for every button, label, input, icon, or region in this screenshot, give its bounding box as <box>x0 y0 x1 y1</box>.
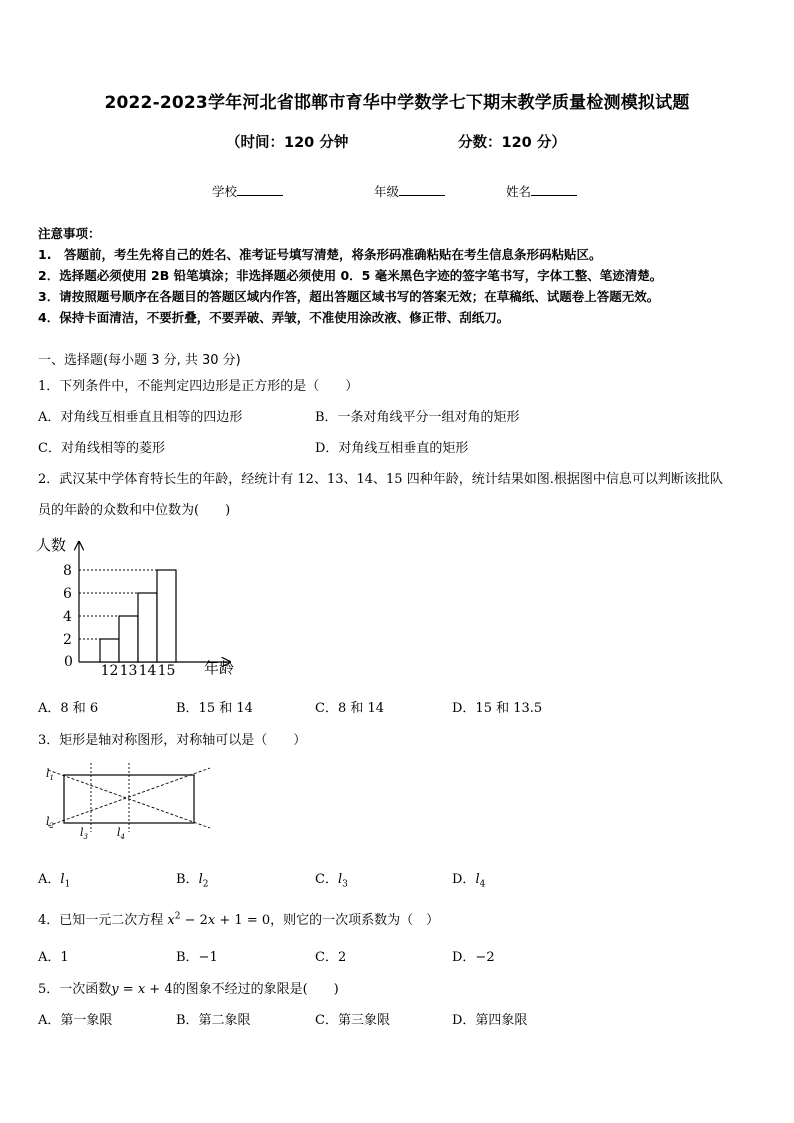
label-l3: $l_3$ <box>80 826 88 841</box>
exam-title: 2022-2023学年河北省邯郸市育华中学数学七下期末教学质量检测模拟试题 <box>104 93 690 113</box>
q5-option-a[interactable]: A．第一象限 <box>38 1013 113 1028</box>
label-l4: $l_4$ <box>117 826 125 841</box>
note-item: 3．请按照题号顺序在各题目的答题区域内作答，超出答题区域书写的答案无效；在草稿纸、试题卷上答题无效。 <box>38 289 660 304</box>
grade-label: 年级 <box>374 184 400 199</box>
note-item: 2．选择题必须使用 2B 铅笔填涂；非选择题必须使用 0．5 毫米黑色字迹的签字笔书写，字体工整、笔迹清楚。 <box>38 268 663 283</box>
q2-stem-line1: 2．武汉某中学体育特长生的年龄，经统计有 12、13、14、15 四种年龄，统计结果如图.根据图中信息可以判断该批队 <box>38 472 723 487</box>
bar-13 <box>119 616 138 662</box>
q2-stem-line2: 员的年龄的众数和中位数为( ) <box>38 503 231 518</box>
q1-option-d[interactable]: D．对角线互相垂直的矩形 <box>315 441 469 456</box>
school-field <box>212 182 283 200</box>
x-tick-labels <box>101 663 176 675</box>
y-tick-labels <box>63 563 72 648</box>
q2-option-c[interactable]: C．8 和 14 <box>315 701 385 716</box>
q1-option-c[interactable]: C．对角线相等的菱形 <box>38 441 165 456</box>
q2-option-b[interactable]: B．15 和 14 <box>176 701 253 716</box>
q4-option-a[interactable]: A．1 <box>38 950 69 965</box>
q4-option-d[interactable]: D．−2 <box>452 950 495 965</box>
x-tick-label: 13 <box>119 663 138 675</box>
q3-option-c[interactable]: C．$l_3$ <box>315 872 348 890</box>
label-l1: $l_1$ <box>46 767 54 782</box>
y-axis-label: 人数 <box>36 536 67 554</box>
q5-stem: 5．一次函数y = x + 4的图象不经过的象限是( ) <box>38 982 339 997</box>
q5-option-d[interactable]: D．第四象限 <box>452 1013 528 1028</box>
note-item: 1. 答题前，考生先将自己的姓名、准考证号填写清楚，将条形码准确粘贴在考生信息条形码粘贴区。 <box>38 247 602 262</box>
q1-option-a[interactable]: A．对角线互相垂直且相等的四边形 <box>38 410 243 425</box>
grade-field <box>374 182 445 200</box>
label-l2: $l_2$ <box>46 815 54 830</box>
y-tick-label: 2 <box>63 632 72 648</box>
origin-label: 0 <box>64 654 73 670</box>
name-field <box>506 182 577 200</box>
q4-option-b[interactable]: B．−1 <box>176 950 218 965</box>
q3-option-d[interactable]: D．$l_4$ <box>452 872 486 890</box>
section-heading: 一、选择题(每小题 3 分, 共 30 分) <box>38 353 241 368</box>
score-info: 分数：120 分） <box>458 135 566 151</box>
age-bar-chart <box>30 530 250 675</box>
bar-12 <box>100 639 119 662</box>
q4-option-c[interactable]: C．2 <box>315 950 347 965</box>
rectangle-figure <box>38 758 218 844</box>
x-axis-label: 年龄 <box>204 659 235 675</box>
x-tick-label: 15 <box>157 663 176 675</box>
school-label: 学校 <box>212 184 238 199</box>
y-tick-label: 6 <box>63 586 72 602</box>
x-tick-label: 12 <box>100 663 119 675</box>
school-blank[interactable] <box>237 183 283 196</box>
name-label: 姓名 <box>506 184 532 199</box>
q3-option-a[interactable]: A．$l_1$ <box>38 872 71 890</box>
q1-stem: 1．下列条件中，不能判定四边形是正方形的是（ ） <box>38 379 359 394</box>
q5-option-c[interactable]: C．第三象限 <box>315 1013 390 1028</box>
q5-option-b[interactable]: B．第二象限 <box>176 1013 251 1028</box>
y-tick-label: 8 <box>63 563 72 579</box>
q4-stem: 4．已知一元二次方程 $x^2 - 2x + 1 = 0$，则它的一次项系数为（ ） <box>38 911 440 928</box>
q2-option-d[interactable]: D．15 和 13.5 <box>452 701 543 716</box>
time-info: （时间：120 分钟 <box>226 135 349 151</box>
q3-option-b[interactable]: B．$l_2$ <box>176 872 209 890</box>
q3-stem: 3．矩形是轴对称图形，对称轴可以是（ ） <box>38 733 307 748</box>
bar-15 <box>157 570 176 662</box>
q2-option-a[interactable]: A．8 和 6 <box>38 701 99 716</box>
notes-heading: 注意事项： <box>38 226 101 241</box>
name-blank[interactable] <box>531 183 577 196</box>
bar-14 <box>138 593 157 662</box>
y-tick-label: 4 <box>63 609 72 625</box>
note-item: 4．保持卡面清洁，不要折叠，不要弄破、弄皱，不准使用涂改液、修正带、刮纸刀。 <box>38 310 510 325</box>
x-tick-label: 14 <box>138 663 157 675</box>
q1-option-b[interactable]: B．一条对角线平分一组对角的矩形 <box>315 410 520 425</box>
grade-blank[interactable] <box>399 183 445 196</box>
